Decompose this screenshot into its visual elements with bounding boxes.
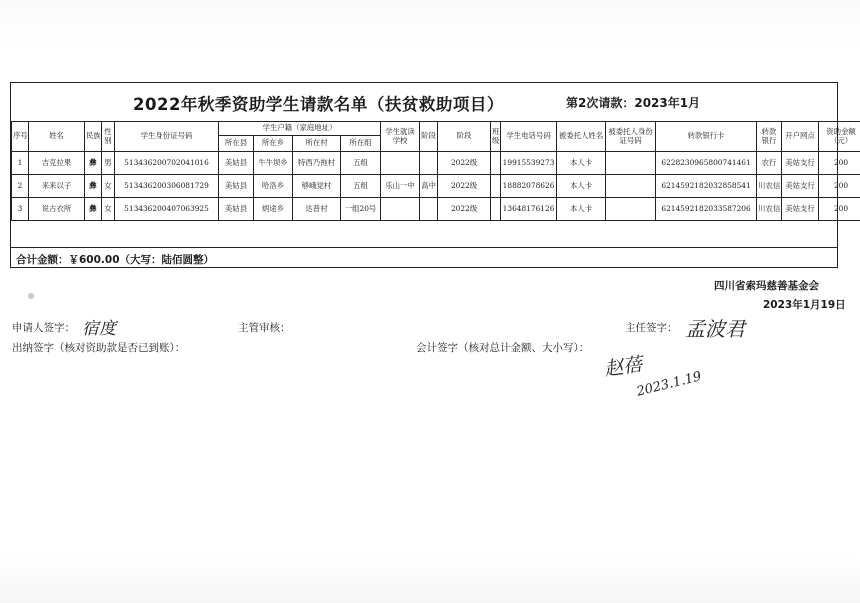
cell-group: 五组 (341, 175, 381, 198)
table-row (12, 198, 860, 221)
col-header-county: 所在县 (219, 136, 254, 152)
col-header-bank: 转款银行 (757, 122, 782, 152)
cell-class (491, 175, 501, 198)
cell-name: 来来以子 (29, 175, 85, 198)
col-header-id-number: 学生身份证号码 (115, 122, 219, 152)
cell-bank: 川农信 (757, 198, 782, 221)
cell-trustee-name: 本人卡 (557, 152, 606, 175)
cell-amount: 200 (819, 198, 860, 221)
table-row (12, 175, 860, 198)
cell-gender: 男 (102, 152, 115, 175)
col-header-household: 学生户籍（家庭地址） (219, 122, 381, 136)
col-header-bank-card: 转款银行卡 (656, 122, 757, 152)
cell-county: 美姑县 (219, 198, 254, 221)
cell-bank-card: 6214592182033587206 (656, 198, 757, 221)
col-header-ethnicity: 民族 (85, 122, 102, 152)
cell-class (491, 198, 501, 221)
col-header-name: 姓名 (29, 122, 85, 152)
cell-seq: 3 (12, 198, 29, 221)
cell-amount: 200 (819, 152, 860, 175)
table-row (12, 152, 860, 175)
request-form-table (10, 82, 856, 268)
accountant-signature: 赵蓓 (602, 353, 644, 381)
director-signature-label: 主任签字： (625, 322, 678, 334)
cashier-signature-label: 出纳签字（核对资助款是否已到账）： (12, 342, 186, 354)
cell-id-number: 513436200306081729 (115, 175, 219, 198)
cell-ethnicity: 彝 (85, 198, 102, 221)
cell-branch: 美姑支行 (782, 175, 819, 198)
cell-county: 美姑县 (219, 175, 254, 198)
cell-village: 够峨觉村 (293, 175, 341, 198)
accountant-date: 2023.1.19 (635, 369, 704, 400)
title-row (11, 83, 837, 122)
col-header-village: 所在村 (293, 136, 341, 152)
cell-phone: 19915539273 (501, 152, 557, 175)
cell-county: 美姑县 (219, 152, 254, 175)
document-date: 2023年1月19日 (763, 299, 846, 311)
scan-mark (28, 293, 34, 299)
cell-school: 乐山一中 (381, 175, 420, 198)
cell-school (381, 198, 420, 221)
student-table (11, 121, 860, 221)
cell-trustee-id (606, 175, 656, 198)
cell-id-number: 513436200702041016 (115, 152, 219, 175)
cell-gender: 女 (102, 198, 115, 221)
col-header-trustee-id: 被委托人身份证号码 (606, 122, 656, 152)
col-header-class: 班级 (491, 122, 501, 152)
cell-phone: 13648176126 (501, 198, 557, 221)
col-header-gender: 性别 (102, 122, 115, 152)
col-header-school: 学生就读学校 (381, 122, 420, 152)
cell-seq: 1 (12, 152, 29, 175)
col-header-seq: 序号 (12, 122, 29, 152)
request-period: 第2次请款：2023年1月 (566, 96, 701, 110)
cell-bank: 农行 (757, 152, 782, 175)
col-header-grade: 阶段 (438, 122, 491, 152)
applicant-signature: 宿度 (82, 319, 116, 339)
total-row (11, 247, 837, 269)
cell-trustee-name: 本人卡 (557, 175, 606, 198)
cell-stage (420, 198, 438, 221)
applicant-signature-label: 申请人签字： (12, 322, 75, 334)
cell-stage (420, 152, 438, 175)
cell-gender: 女 (102, 175, 115, 198)
col-header-trustee-name: 被委托人姓名 (557, 122, 606, 152)
cell-school (381, 152, 420, 175)
cell-village: 达普村 (293, 198, 341, 221)
col-header-amount: 资助金额（元） (819, 122, 860, 152)
col-header-phone: 学生电话号码 (501, 122, 557, 152)
cell-grade: 2022级 (438, 152, 491, 175)
cell-name: 吉克拉果 (29, 152, 85, 175)
cell-group: 五组 (341, 152, 381, 175)
cell-stage: 高中 (420, 175, 438, 198)
cell-trustee-name: 本人卡 (557, 198, 606, 221)
cell-trustee-id (606, 198, 656, 221)
director-signature: 孟波君 (685, 317, 745, 341)
cell-township: 牛牛坝乡 (254, 152, 293, 175)
page-title: 2022年秋季资助学生请款名单（扶贫救助项目） (133, 95, 504, 114)
cell-amount: 200 (819, 175, 860, 198)
cell-branch: 美姑支行 (782, 152, 819, 175)
cell-ethnicity: 彝 (85, 152, 102, 175)
cell-name: 说古衣所 (29, 198, 85, 221)
cell-phone: 18882078626 (501, 175, 557, 198)
cell-bank: 川农信 (757, 175, 782, 198)
col-header-stage: 阶段 (420, 122, 438, 152)
cell-township: 哈洛乡 (254, 175, 293, 198)
supervisor-review-label: 主管审核： (238, 322, 291, 334)
cell-class (491, 152, 501, 175)
cell-trustee-id (606, 152, 656, 175)
col-header-branch: 开户网点 (782, 122, 819, 152)
col-header-township: 所在乡 (254, 136, 293, 152)
accountant-signature-label: 会计签字（核对总计金额、大小写）： (416, 342, 590, 354)
cell-grade: 2022级 (438, 175, 491, 198)
cell-bank-card: 6214592182032858541 (656, 175, 757, 198)
cell-group: 一组20号 (341, 198, 381, 221)
cell-grade: 2022级 (438, 198, 491, 221)
cell-bank-card: 6228230965800741461 (656, 152, 757, 175)
organization-name: 四川省索玛慈善基金会 (714, 280, 819, 292)
cell-id-number: 513436200407063925 (115, 198, 219, 221)
cell-ethnicity: 彝 (85, 175, 102, 198)
col-header-group: 所在组 (341, 136, 381, 152)
cell-seq: 2 (12, 175, 29, 198)
cell-branch: 美姑支行 (782, 198, 819, 221)
cell-township: 炳途乡 (254, 198, 293, 221)
total-amount: 合计金额：￥600.00（大写：陆佰圆整） (16, 254, 215, 266)
cell-village: 特西乃拖村 (293, 152, 341, 175)
